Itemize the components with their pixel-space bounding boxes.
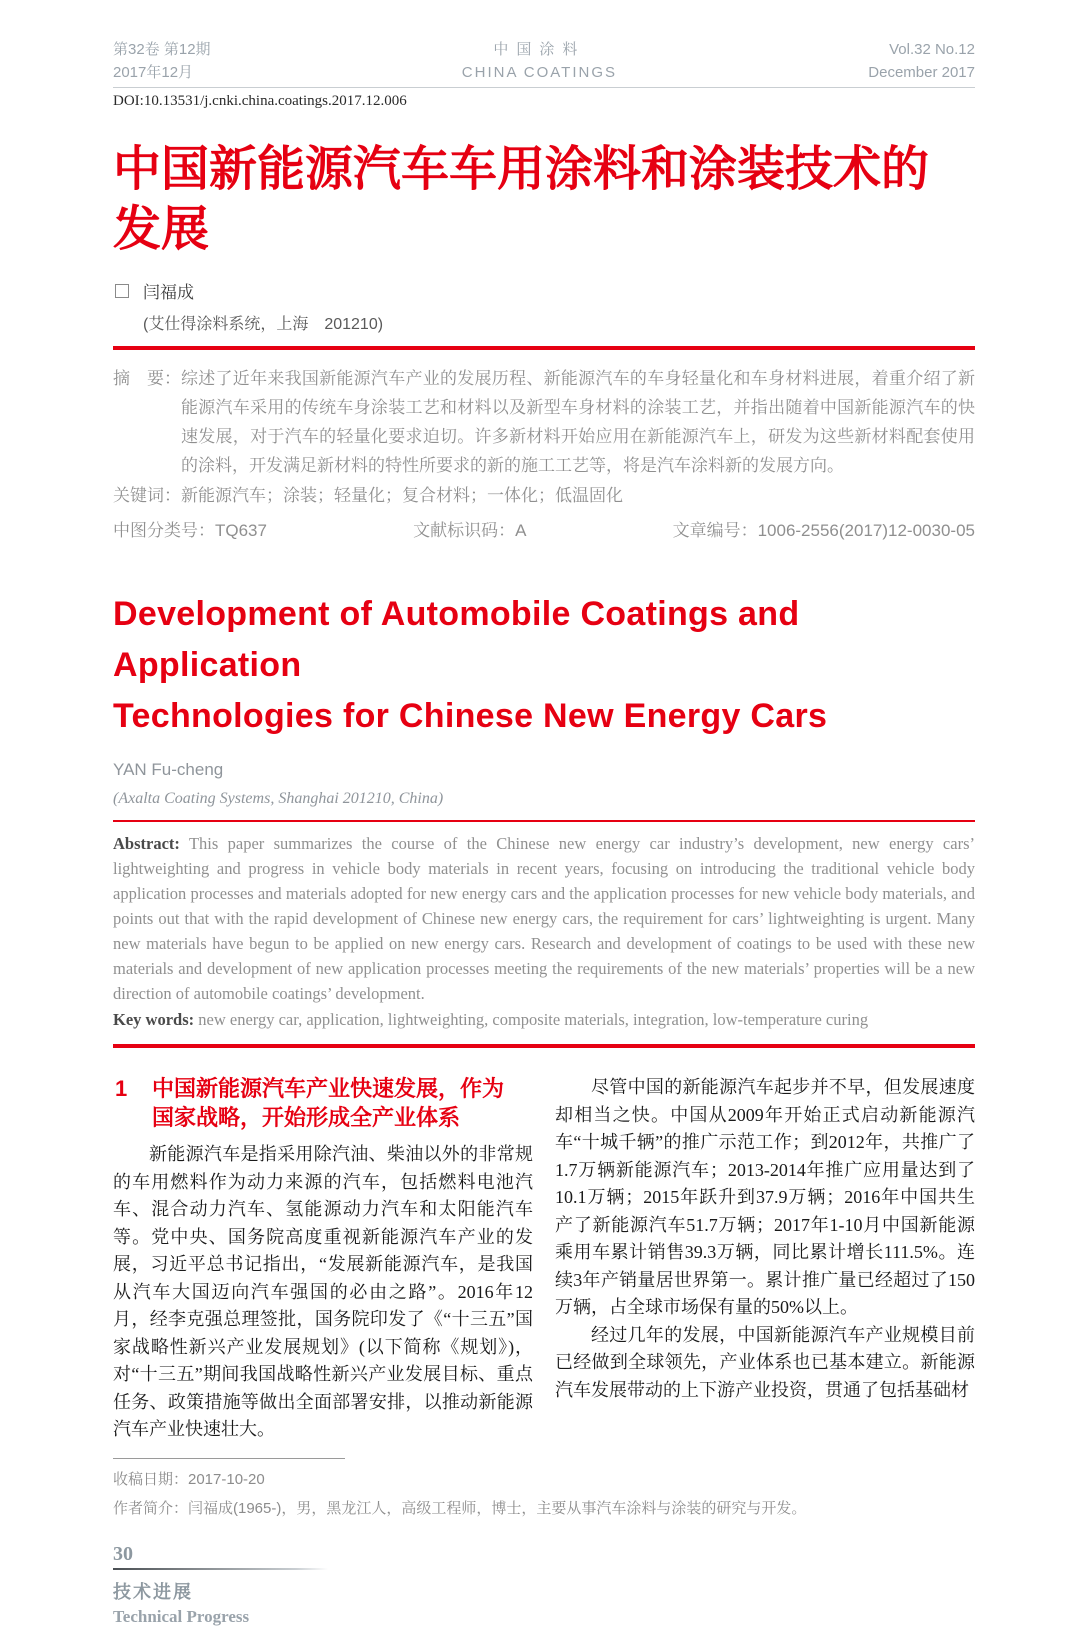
- section-1-number: 1: [115, 1076, 128, 1101]
- page-number: 30: [113, 1542, 133, 1565]
- clc-number: 中图分类号：TQ637: [113, 521, 267, 540]
- abstract-cn-label: 摘 要：: [113, 369, 181, 388]
- section-1-heading: [113, 1074, 513, 1132]
- abstract-en-label: Abstract:: [113, 834, 180, 853]
- abstract-en-text: This paper summarizes the course of the Chinese new energy car industry’s development, new energy cars’ lightweighting and progress in vehicle body materials in recent years, focusing on introducing the traditional vehicle body application processes and materials adopted for new energy cars and the application processes for new vehicle body materials, and points out that with the rapid development of Chinese new energy cars, the requirement for cars’ lightweighting is urgent. Many new materials have begun to be applied on new energy cars. Research and development of coatings to be used with these new materials and development of new application processes meeting the requirements of the new materials’ properties will be a new direction of automobile coatings’ development.: [113, 834, 975, 1003]
- journal-name-cn: 中国涂料: [493, 41, 586, 58]
- column-title-en: Technical Progress: [113, 1606, 250, 1626]
- column-title-cn: 技术进展: [113, 1581, 193, 1602]
- affiliation-en: (Axalta Coating Systems, Shanghai 201210, China): [113, 790, 444, 807]
- abstract-cn-row: [113, 364, 975, 480]
- keywords-en-text: new energy car, application, lightweighting, composite materials, integration, low-temperature curing: [194, 1010, 869, 1029]
- abstract-cn-block: [113, 364, 975, 545]
- keywords-en-label: Key words:: [113, 1010, 195, 1029]
- article-title-cn: 中国新能源汽车车用涂料和涂装技术的发展: [113, 143, 930, 256]
- abstract-en-paragraph: [113, 831, 975, 1006]
- doi: DOI:10.13531/j.cnki.china.coatings.2017.12.006: [113, 93, 407, 109]
- footnote-block: [113, 1458, 975, 1523]
- header-volume-issue-en: Vol.32 No.12: [889, 41, 975, 58]
- footnote-divider: [113, 1458, 345, 1459]
- article-body-columns: [113, 1074, 975, 1444]
- article-title-en-line2: Technologies for Chinese New Energy Cars: [113, 697, 828, 735]
- author-name-cn: 闫福成: [143, 283, 194, 302]
- journal-name-en: CHINA COATINGS: [461, 64, 618, 81]
- article-id: 文章编号：1006-2556(2017)12-0030-05: [672, 521, 975, 540]
- author-bio: 作者简介：闫福成(1965-)，男，黑龙江人，高级工程师，博士，主要从事汽车涂料与涂装的研究与开发。: [113, 1499, 807, 1517]
- red-divider-2: [113, 820, 975, 822]
- footer-divider: [113, 1568, 328, 1570]
- article-title-en-line1: Development of Automobile Coatings and Application: [113, 595, 800, 684]
- author-row-cn: [113, 278, 975, 303]
- body-paragraph-right-2: 经过几年的发展，中国新能源汽车产业规模目前已经做到全球领先，产业体系也已基本建立。新能源汽车发展带动的上下游产业投资，贯通了包括基础材: [555, 1324, 975, 1400]
- header-volume-issue-cn: 第32卷 第12期: [113, 41, 211, 58]
- keywords-en-row: [113, 1007, 975, 1032]
- header-issue-cn: [113, 38, 211, 84]
- article-title-en: [113, 589, 975, 742]
- document-code: 文献标识码：A: [413, 521, 527, 540]
- header-date-en: December 2017: [868, 64, 975, 81]
- section-1-title: 中国新能源汽车产业快速发展，作为国家战略，开始形成全产业体系: [152, 1076, 505, 1130]
- red-divider-3: [113, 1044, 975, 1048]
- author-name-en: YAN Fu-cheng: [113, 760, 224, 779]
- header-date-cn: 2017年12月: [113, 64, 194, 81]
- article-meta-row: [113, 516, 975, 545]
- abstract-en-block: [113, 831, 975, 1032]
- body-paragraph-left: 新能源汽车是指采用除汽油、柴油以外的非常规的车用燃料作为动力来源的汽车，包括燃料电池汽车、混合动力汽车、氢能源动力汽车和太阳能汽车等。党中央、国务院高度重视新能源汽车产业的发展，习近平总书记指出，“发展新能源汽车，是我国从汽车大国迈向汽车强国的必由之路”。2016年12月，经李克强总理签批，国务院印发了《“十三五”国家战略性新兴产业发展规划》(以下简称《规划》)，对“十三五”期间我国战略性新兴产业发展目标、重点任务、政策措施等做出全面部署安排，以推动新能源汽车产业快速壮大。: [113, 1144, 533, 1439]
- journal-header: [113, 38, 975, 84]
- keywords-cn: 关键词：新能源汽车；涂装；轻量化；复合材料；一体化；低温固化: [113, 486, 623, 505]
- right-column: [555, 1074, 975, 1444]
- left-column: [113, 1074, 533, 1444]
- affiliation-cn: (艾仕得涂料系统，上海 201210): [143, 316, 384, 333]
- header-issue-en: [868, 38, 975, 84]
- red-divider-1: [113, 346, 975, 350]
- author-square-icon: [115, 284, 129, 298]
- page-footer: [113, 1543, 975, 1627]
- body-paragraph-right-1: 尽管中国的新能源汽车起步并不早，但发展速度却相当之快。中国从2009年开始正式启动新能源汽车“十城千辆”的推广示范工作；到2012年，共推广了1.7万辆新能源汽车；2013-2014年推广应用量达到了10.1万辆；2015年跃升到37.9万辆；2016年中国共生产了新能源汽车51.7万辆；2017年1-10月中国新能源乘用车累计销售39.3万辆，同比累计增长111.5%。连续3年产销量居世界第一。累计推广量已经超过了150万辆，占全球市场保有量的50%以上。: [555, 1077, 975, 1317]
- abstract-cn-text: 综述了近年来我国新能源汽车产业的发展历程、新能源汽车的车身轻量化和车身材料进展，着重介绍了新能源汽车采用的传统车身涂装工艺和材料以及新型车身材料的涂装工艺，并指出随着中国新能源汽车的快速发展，对于汽车的轻量化要求迫切。许多新材料开始应用在新能源汽车上，研发为这些新材料配套使用的涂料，开发满足新材料的特性所要求的新的施工工艺等，将是汽车涂料新的发展方向。: [181, 369, 975, 475]
- header-journal-name: [462, 38, 617, 84]
- received-date: 收稿日期：2017-10-20: [113, 1470, 265, 1488]
